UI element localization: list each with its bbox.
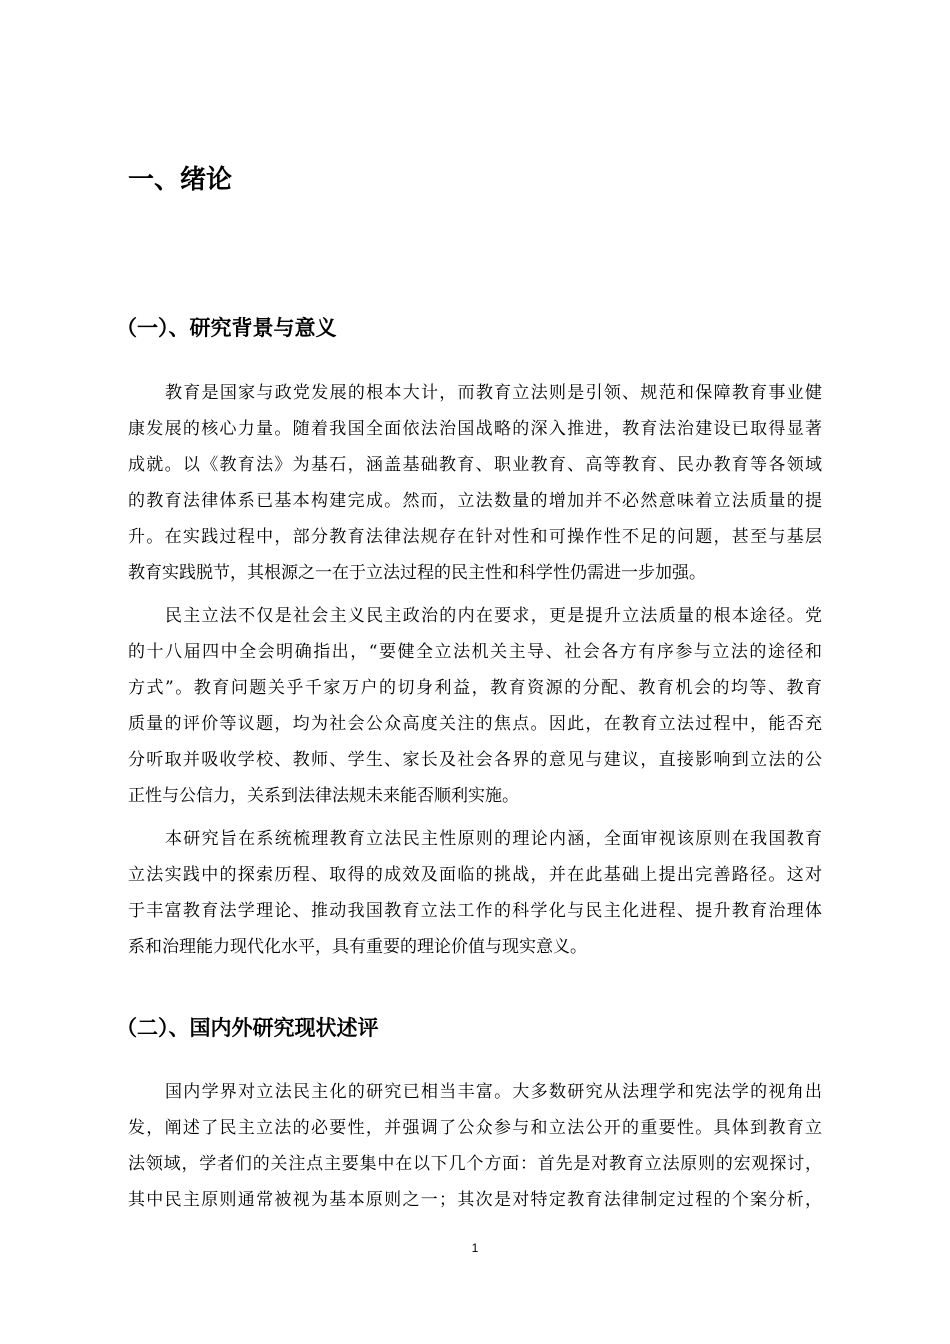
- text-line: 于丰富教育法学理论、推动我国教育立法工作的科学化与民主化进程、提升教育治理体: [128, 901, 822, 921]
- paragraph-background-3: [128, 821, 822, 965]
- text-line: 发，阐述了民主立法的必要性，并强调了公众参与和立法公开的重要性。具体到教育立: [128, 1118, 822, 1138]
- paragraph-research-status-1: [128, 1074, 822, 1218]
- text-line: 教育实践脱节，其根源之一在于立法过程的民主性和科学性仍需进一步加强。: [128, 563, 706, 583]
- text-line: 本研究旨在系统梳理教育立法民主性原则的理论内涵，全面审视该原则在我国教育: [165, 829, 822, 849]
- paragraph-background-2: [128, 598, 822, 814]
- text-line: 的教育法律体系已基本构建完成。然而，立法数量的增加并不必然意味着立法质量的提: [128, 491, 822, 511]
- text-line: 分听取并吸收学校、教师、学生、家长及社会各界的意见与建议，直接影响到立法的公: [128, 750, 822, 770]
- text-line: 国内学界对立法民主化的研究已相当丰富。大多数研究从法理学和宪法学的视角出: [165, 1082, 822, 1102]
- section-heading-research-status: （二）、国内外研究现状述评: [116, 1016, 379, 1040]
- text-line: 正性与公信力，关系到法律法规未来能否顺利实施。: [128, 786, 519, 806]
- text-line: 康发展的核心力量。随着我国全面依法治国战略的深入推进，教育法治建设已取得显著: [128, 419, 822, 439]
- text-line: 教育是国家与政党发展的根本大计，而教育立法则是引领、规范和保障教育事业健: [165, 383, 822, 403]
- text-line: 民主立法不仅是社会主义民主政治的内在要求，更是提升立法质量的根本途径。党: [165, 606, 822, 626]
- text-line: 的十八届四中全会明确指出，“要健全立法机关主导、社会各方有序参与立法的途径和: [128, 642, 822, 662]
- text-line: 升。在实践过程中，部分教育法律法规存在针对性和可操作性不足的问题，甚至与基层: [128, 527, 822, 547]
- chapter-title: 一、绪论: [128, 165, 233, 195]
- paragraph-background-1: [128, 375, 822, 591]
- text-line: 立法实践中的探索历程、取得的成效及面临的挑战，并在此基础上提出完善路径。这对: [128, 865, 822, 885]
- section-heading-background: （一）、研究背景与意义: [116, 316, 337, 340]
- text-line: 系和治理能力现代化水平，具有重要的理论价值与现实意义。: [128, 937, 587, 957]
- text-line: 成就。以《教育法》为基石，涵盖基础教育、职业教育、高等教育、民办教育等各领域: [128, 455, 822, 475]
- text-line: 质量的评价等议题，均为社会公众高度关注的焦点。因此，在教育立法过程中，能否充: [128, 714, 822, 734]
- text-line: 方式”。教育问题关乎千家万户的切身利益，教育资源的分配、教育机会的均等、教育: [128, 678, 822, 698]
- page-number: 1: [471, 1241, 479, 1255]
- text-line: 其中民主原则通常被视为基本原则之一；其次是对特定教育法律制定过程的个案分析，: [128, 1190, 822, 1210]
- text-line: 法领域，学者们的关注点主要集中在以下几个方面：首先是对教育立法原则的宏观探讨，: [128, 1154, 822, 1174]
